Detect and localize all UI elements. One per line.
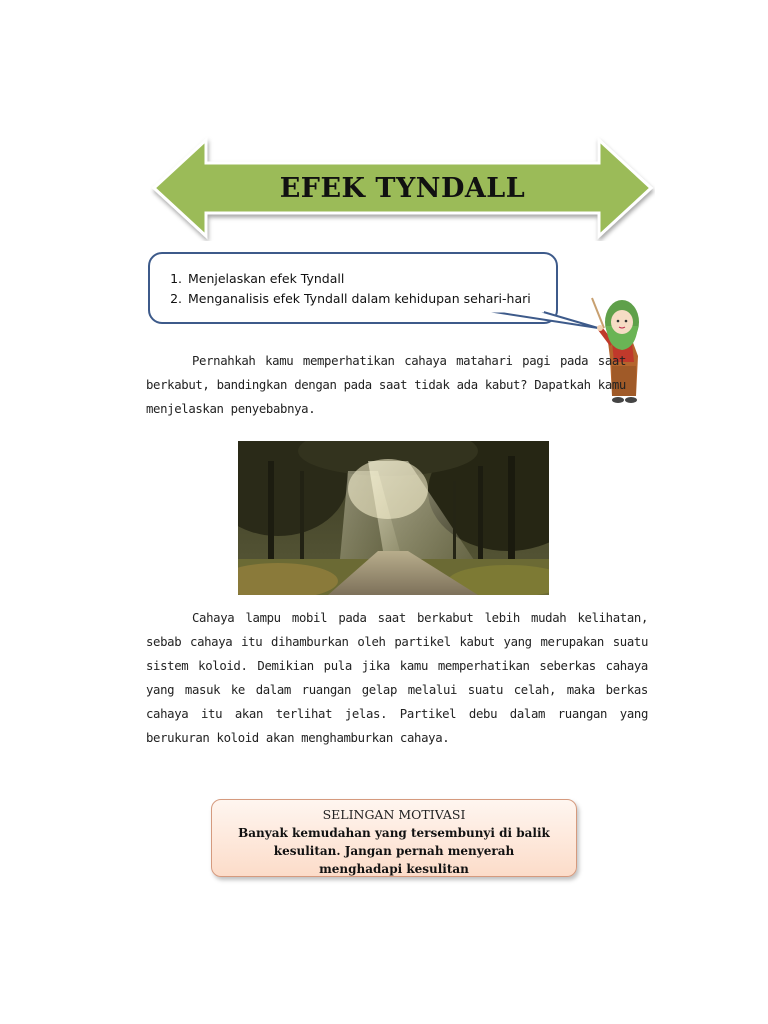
motivation-box [211, 799, 577, 877]
explanation-paragraph [146, 606, 648, 750]
forest-sunbeam-photo [238, 441, 549, 595]
page-title: EFEK TYNDALL [279, 173, 526, 204]
motivation-title: SELINGAN MOTIVASI [322, 807, 466, 822]
objective-item: 1. Menjelaskan efek Tyndall [186, 269, 544, 289]
intro-text: Pernahkah kamu memperhatikan cahaya matahari pagi pada saat berkabut, bandingkan dengan pada saat tidak ada kabut? Dapatkah kamu menjelaskan penyebabnya. [146, 354, 626, 416]
explanation-text: Cahaya lampu mobil pada saat berkabut lebih mudah kelihatan, sebab cahaya itu dihamburkan oleh partikel kabut yang merupakan suatu sistem koloid. Demikian pula jika kamu memperhatikan seberkas cahaya yang masuk ke dalam ruangan gelap melalui suatu celah, maka berkas cahaya itu akan terlihat jelas. Partikel debu dalam ruangan yang berukuran koloid akan menghamburkan cahaya. [146, 611, 648, 745]
intro-paragraph [146, 349, 626, 421]
motivation-text: Banyak kemudahan yang tersembunyi di balik kesulitan. Jangan pernah menyerah menghadapi kesulitan [238, 826, 550, 876]
title-banner [150, 136, 655, 241]
objective-item: 2. Menganalisis efek Tyndall dalam kehidupan sehari-hari [186, 289, 544, 309]
objectives-list [162, 269, 544, 309]
